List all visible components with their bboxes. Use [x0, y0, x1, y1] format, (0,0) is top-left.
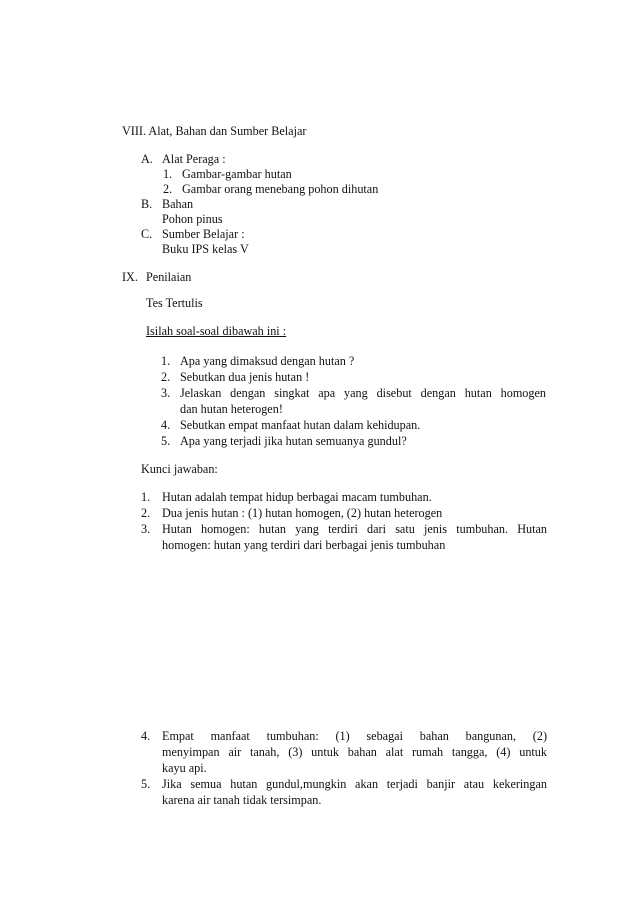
item-a-label: Alat Peraga : — [162, 152, 226, 166]
alat-2-text: Gambar orang menebang pohon dihutan — [182, 182, 379, 196]
question-3-text-line1: Jelaskan dengan singkat apa yang disebut dengan hutan homogen — [180, 386, 546, 400]
question-1-marker: 1. — [161, 354, 171, 368]
answer-4-marker: 4. — [141, 729, 151, 743]
question-2-text: Sebutkan dua jenis hutan ! — [180, 370, 310, 384]
question-5-marker: 5. — [161, 434, 171, 448]
answer-5-text-line1: Jika semua hutan gundul,mungkin akan terjadi banjir atau kekeringan — [162, 777, 547, 791]
alat-1-text: Gambar-gambar hutan — [182, 167, 292, 181]
answer-5-marker: 5. — [141, 777, 151, 791]
answer-key-label: Kunci jawaban: — [141, 462, 218, 476]
alat-1-marker: 1. — [163, 167, 173, 181]
answer-1-text: Hutan adalah tempat hidup berbagai macam tumbuhan. — [162, 490, 432, 504]
section-ix-marker: IX. — [122, 270, 138, 284]
answer-4-text-line3: kayu api. — [162, 761, 207, 775]
instruction: Isilah soal-soal dibawah ini : — [146, 324, 287, 338]
section-ix-title: Penilaian — [146, 270, 192, 284]
answer-4-text-line1: Empat manfaat tumbuhan: (1) sebagai bahan bangunan, (2) — [162, 729, 547, 743]
item-b-marker: B. — [141, 197, 153, 211]
sumber-detail: Buku IPS kelas V — [162, 242, 249, 256]
question-1-text: Apa yang dimaksud dengan hutan ? — [180, 354, 355, 368]
question-2-marker: 2. — [161, 370, 171, 384]
answer-1-marker: 1. — [141, 490, 151, 504]
answer-2-text: Dua jenis hutan : (1) hutan homogen, (2) hutan heterogen — [162, 506, 443, 520]
question-3-text-line2: dan hutan heterogen! — [180, 402, 283, 416]
item-b-label: Bahan — [162, 197, 194, 211]
section-viii-title: VIII. Alat, Bahan dan Sumber Belajar — [122, 124, 307, 138]
answer-3-marker: 3. — [141, 522, 151, 536]
answer-5-text-line2: karena air tanah tidak tersimpan. — [162, 793, 322, 807]
question-5-text: Apa yang terjadi jika hutan semuanya gundul? — [180, 434, 407, 448]
test-type: Tes Tertulis — [146, 296, 203, 310]
answer-4-text-line2: menyimpan air tanah, (3) untuk bahan alat rumah tangga, (4) untuk — [162, 745, 547, 759]
answer-3-text-line2: homogen: hutan yang terdiri dari berbagai jenis tumbuhan — [162, 538, 446, 552]
bahan-detail: Pohon pinus — [162, 212, 223, 226]
item-c-marker: C. — [141, 227, 153, 241]
item-c-label: Sumber Belajar : — [162, 227, 245, 241]
answer-3-text-line1: Hutan homogen: hutan yang terdiri dari satu jenis tumbuhan. Hutan — [162, 522, 547, 536]
question-4-text: Sebutkan empat manfaat hutan dalam kehidupan. — [180, 418, 421, 432]
alat-2-marker: 2. — [163, 182, 173, 196]
item-a-marker: A. — [141, 152, 153, 166]
question-3-marker: 3. — [161, 386, 171, 400]
answer-2-marker: 2. — [141, 506, 151, 520]
question-4-marker: 4. — [161, 418, 171, 432]
